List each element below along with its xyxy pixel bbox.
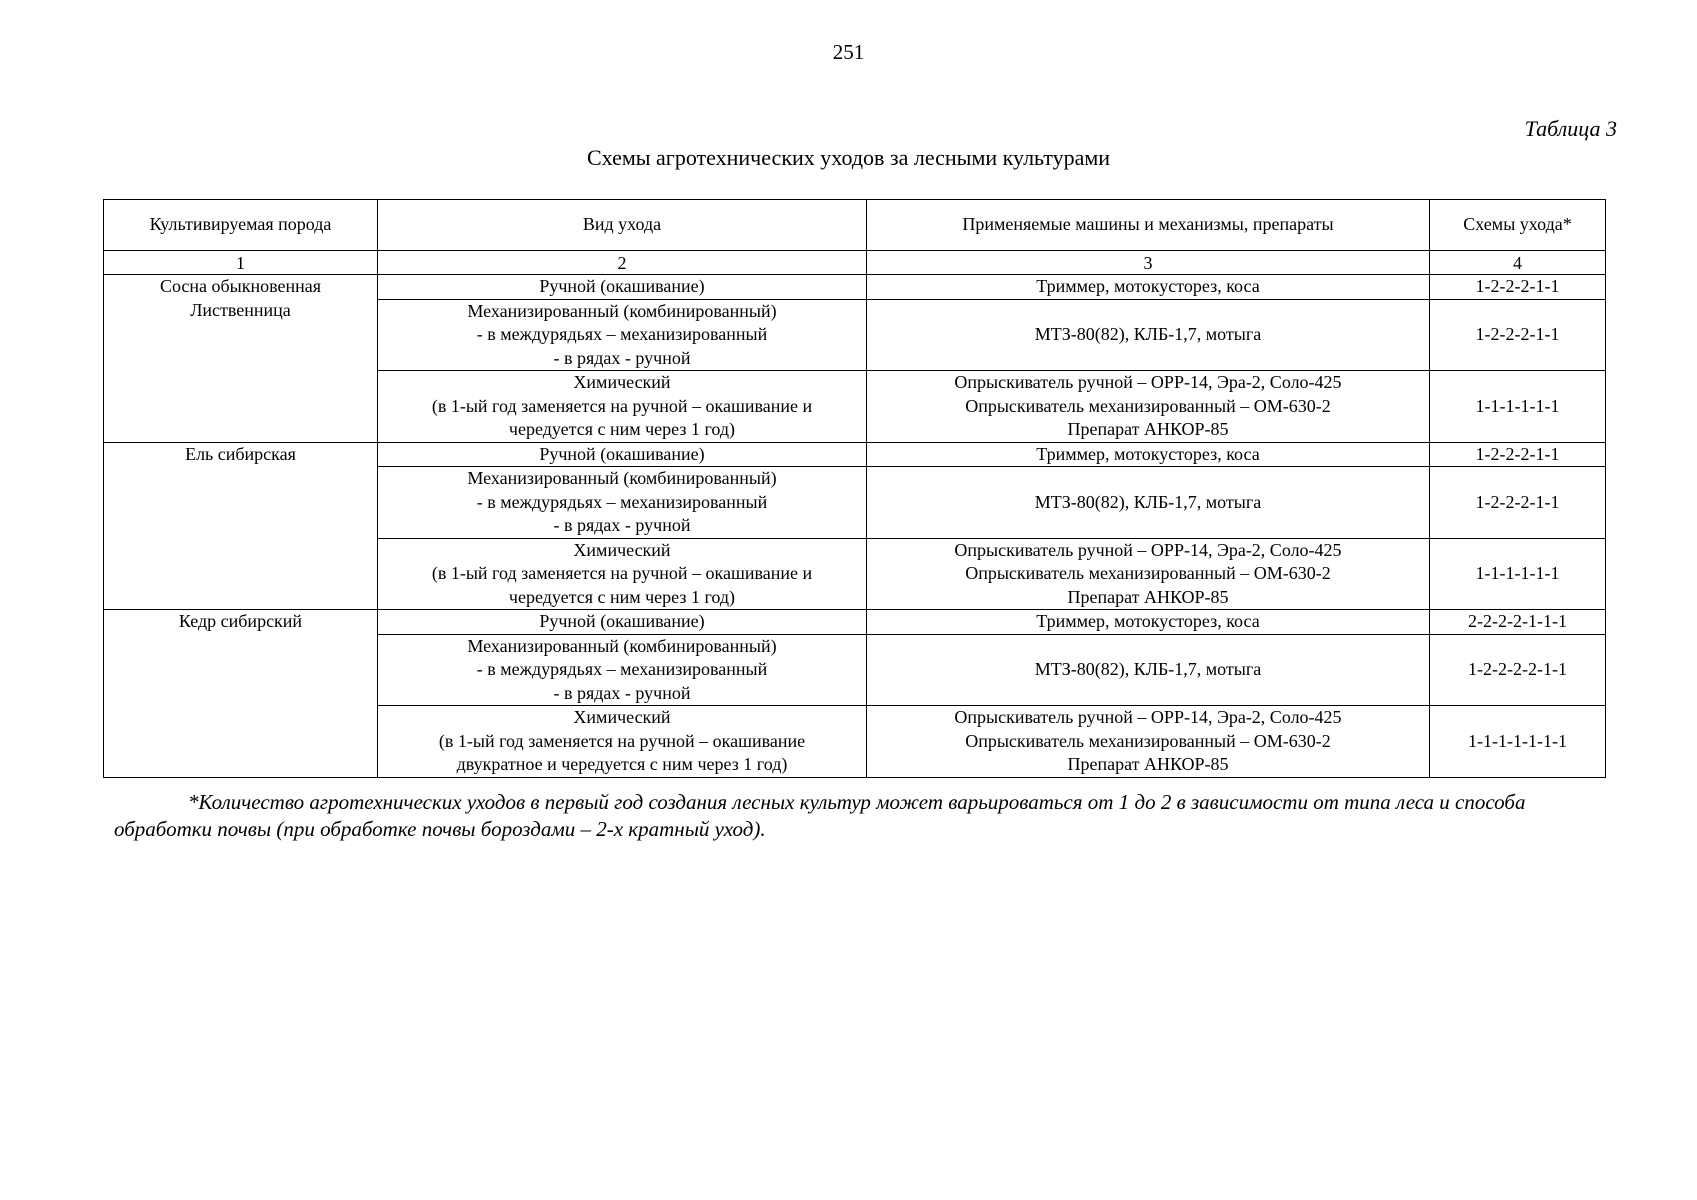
care-type-cell [378,610,867,635]
care-type-cell [378,299,867,371]
machines-cell-line: Опрыскиватель механизированный – ОМ-630-2 [965,730,1331,751]
scheme-cell: 1-1-1-1-1-1 [1430,371,1606,443]
scheme-cell: 1-2-2-2-1-1 [1430,299,1606,371]
species-cell-line: Ель сибирская [185,443,296,464]
care-type-cell-line: - в междурядьях – механизированный [476,491,768,512]
table-row [104,275,1606,300]
machines-cell-line: Триммер, мотокусторез, коса [1036,276,1260,296]
care-type-cell-line: Механизированный (комбинированный) [467,300,777,321]
machines-cell [867,275,1430,300]
care-type-cell-line: Ручной (окашивание) [539,443,705,464]
care-type-cell [378,275,867,300]
scheme-cell: 1-1-1-1-1-1-1 [1430,706,1606,778]
care-type-cell-line: чередуется с ним через 1 год) [508,419,736,439]
column-number: 3 [867,251,1430,275]
machines-cell [867,538,1430,610]
header-cell-scheme: Схемы ухода* [1430,200,1606,251]
species-cell [104,610,378,778]
machines-cell [867,299,1430,371]
scheme-cell: 1-1-1-1-1-1 [1430,538,1606,610]
table-label: Таблица 3 [1524,116,1617,141]
species-cell-line: Кедр сибирский [178,611,303,631]
column-number: 1 [104,251,378,275]
care-type-cell-line: (в 1-ый год заменяется на ручной – окашивание и [431,563,813,583]
care-type-cell-line: - в рядах - ручной [553,347,691,368]
page-number: 251 [832,40,865,64]
care-type-cell-line: Механизированный (комбинированный) [467,635,777,656]
species-cell-line: Сосна обыкновенная [159,276,322,296]
care-type-cell [378,538,867,610]
scheme-cell: 2-2-2-2-1-1-1 [1430,610,1606,635]
care-type-cell-line: Ручной (окашивание) [539,276,705,296]
column-number-row [104,251,1606,275]
care-type-cell [378,371,867,443]
machines-cell-line: Препарат АНКОР-85 [1067,754,1229,774]
care-type-cell-line: - в рядах - ручной [553,682,691,703]
machines-cell-line: Препарат АНКОР-85 [1067,419,1229,439]
machines-cell-line: МТЗ-80(82), КЛБ-1,7, мотыга [1034,324,1262,344]
care-type-cell-line: Химический [573,372,671,392]
care-type-cell [378,634,867,706]
care-type-cell-line: (в 1-ый год заменяется на ручной – окашивание и [431,395,813,416]
machines-cell-line: Опрыскиватель ручной – ОРР-14, Эра-2, Соло-425 [954,372,1342,392]
header-cell-care-type: Вид ухода [378,200,867,251]
machines-cell [867,442,1430,467]
machines-cell-line: Препарат АНКОР-85 [1067,586,1229,607]
scheme-cell: 1-2-2-2-2-1-1 [1430,634,1606,706]
machines-cell [867,706,1430,778]
machines-cell-line: МТЗ-80(82), КЛБ-1,7, мотыга [1034,491,1262,512]
machines-cell [867,610,1430,635]
species-cell [104,275,378,443]
care-type-cell-line: Химический [573,707,671,727]
machines-cell-line: Триммер, мотокусторез, коса [1036,443,1260,464]
machines-cell [867,634,1430,706]
care-type-cell-line: двукратное и чередуется с ним через 1 год) [456,754,788,774]
care-type-cell [378,706,867,778]
care-type-cell-line: Ручной (окашивание) [539,611,705,631]
machines-cell-line: МТЗ-80(82), КЛБ-1,7, мотыга [1034,659,1262,679]
scheme-cell: 1-2-2-2-1-1 [1430,442,1606,467]
machines-cell-line: Триммер, мотокусторез, коса [1036,611,1260,631]
care-type-cell-line: Химический [573,539,671,560]
machines-cell-line: Опрыскиватель механизированный – ОМ-630-2 [965,563,1331,583]
care-type-cell-line: - в междурядьях – механизированный [476,324,768,344]
care-type-cell-line: Механизированный (комбинированный) [467,468,777,488]
footnote: *Количество агротехнических уходов в первый год создания лесных культур может варьироваться от 1 до 2 в зависимости от типа леса и способа обработки почвы (при обработке почвы бороздами – 2-х кратный уход). [114,790,1526,841]
care-type-cell-line: - в междурядьях – механизированный [476,659,768,679]
care-type-cell-line: чередуется с ним через 1 год) [508,586,736,607]
column-number: 2 [378,251,867,275]
header-cell-machines: Применяемые машины и механизмы, препараты [867,200,1430,251]
machines-cell-line: Опрыскиватель ручной – ОРР-14, Эра-2, Соло-425 [954,707,1342,727]
machines-cell [867,371,1430,443]
care-type-cell-line: (в 1-ый год заменяется на ручной – окашивание [438,730,806,751]
column-number: 4 [1430,251,1606,275]
scheme-cell: 1-2-2-2-1-1 [1430,467,1606,539]
table-title: Схемы агротехнических уходов за лесными культурами [586,145,1111,170]
header-row [104,200,1606,251]
care-type-cell [378,442,867,467]
machines-cell-line: Опрыскиватель ручной – ОРР-14, Эра-2, Соло-425 [954,539,1342,560]
care-type-cell-line: - в рядах - ручной [553,515,691,535]
table-row [104,610,1606,635]
machines-cell [867,467,1430,539]
care-schemes-table [103,199,1606,778]
machines-cell-line: Опрыскиватель механизированный – ОМ-630-2 [965,395,1331,416]
species-cell [104,442,378,610]
header-cell-species: Культивируемая порода [104,200,378,251]
table-row [104,442,1606,467]
species-cell-line: Лиственница [190,299,291,320]
scheme-cell: 1-2-2-2-1-1 [1430,275,1606,300]
care-type-cell [378,467,867,539]
